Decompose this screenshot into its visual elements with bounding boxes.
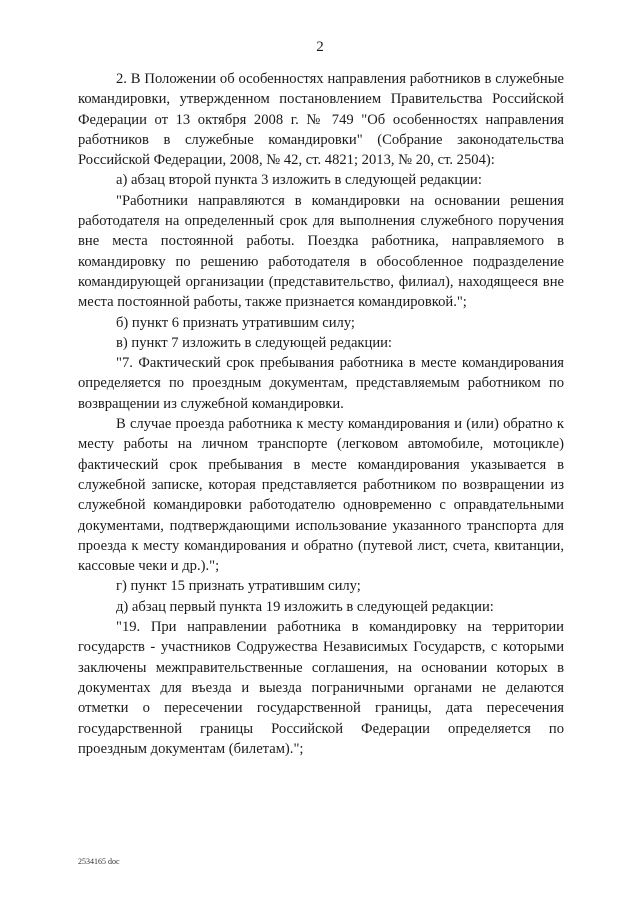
paragraph-item-d: д) абзац первый пункта 19 изложить в следующей редакции: bbox=[116, 598, 494, 615]
paragraph-item-a-text: "Работники направляются в командировки на основании решения работодателя на определенный срок для выполнения служебного поручения вне места постоянной работы. Поездка работника, направляемого в командировку по решению работодателя в обособленное подразделение командирующей организации (представительство, филиал), находящееся вне места постоянной работы, также признается командировкой."; bbox=[78, 192, 564, 311]
paragraph-point-7: "7. Фактический срок пребывания работника в месте командирования определяется по проездным документам, представляемым работником по возвращении из служебной командировки. bbox=[78, 355, 564, 412]
document-footer-id: 2534165 doc bbox=[78, 857, 120, 866]
paragraph-amendment-intro: 2. В Положении об особенностях направления работников в служебные командировки, утвержденном постановлением Правительства Российской Федерации от 13 октября 2008 г. № 749 "Об особенностях направления работников в служебные командировки" (Собрание законодательства Российской Федерации, 2008, № 42, ст. 4821; 2013, № 20, ст. 2504): bbox=[78, 71, 564, 169]
document-body bbox=[78, 69, 564, 759]
paragraph-point-7-continued: В случае проезда работника к месту командирования и (или) обратно к месту работы на личном транспорте (легковом автомобиле, мотоцикле) фактический срок пребывания в месте командирования указывается в служебной записке, которая представляется работником по возвращении из служебной командировки работодателю одновременно с оправдательными документами, подтверждающими использование указанного транспорта для проезда к месту командирования и обратно (путевой лист, счета, квитанции, кассовые чеки и др.)."; bbox=[78, 416, 564, 575]
page-number: 2 bbox=[316, 39, 324, 55]
paragraph-item-g: г) пункт 15 признать утратившим силу; bbox=[116, 578, 361, 595]
paragraph-point-19: "19. При направлении работника в командировку на территории государств - участников Содружества Независимых Государств, с которыми заключены межправительственные соглашения, на основании которых в документах для въезда и выезда пограничными органами не делаются отметки о пересечении государственной границы, дата пересечения государственной границы Российской Федерации определяется по проездным документам (билетам)."; bbox=[78, 619, 564, 757]
paragraph-item-b: б) пункт 6 признать утратившим силу; bbox=[116, 314, 355, 331]
paragraph-item-a: а) абзац второй пункта 3 изложить в следующей редакции: bbox=[116, 172, 482, 189]
paragraph-item-v: в) пункт 7 изложить в следующей редакции: bbox=[116, 334, 392, 351]
